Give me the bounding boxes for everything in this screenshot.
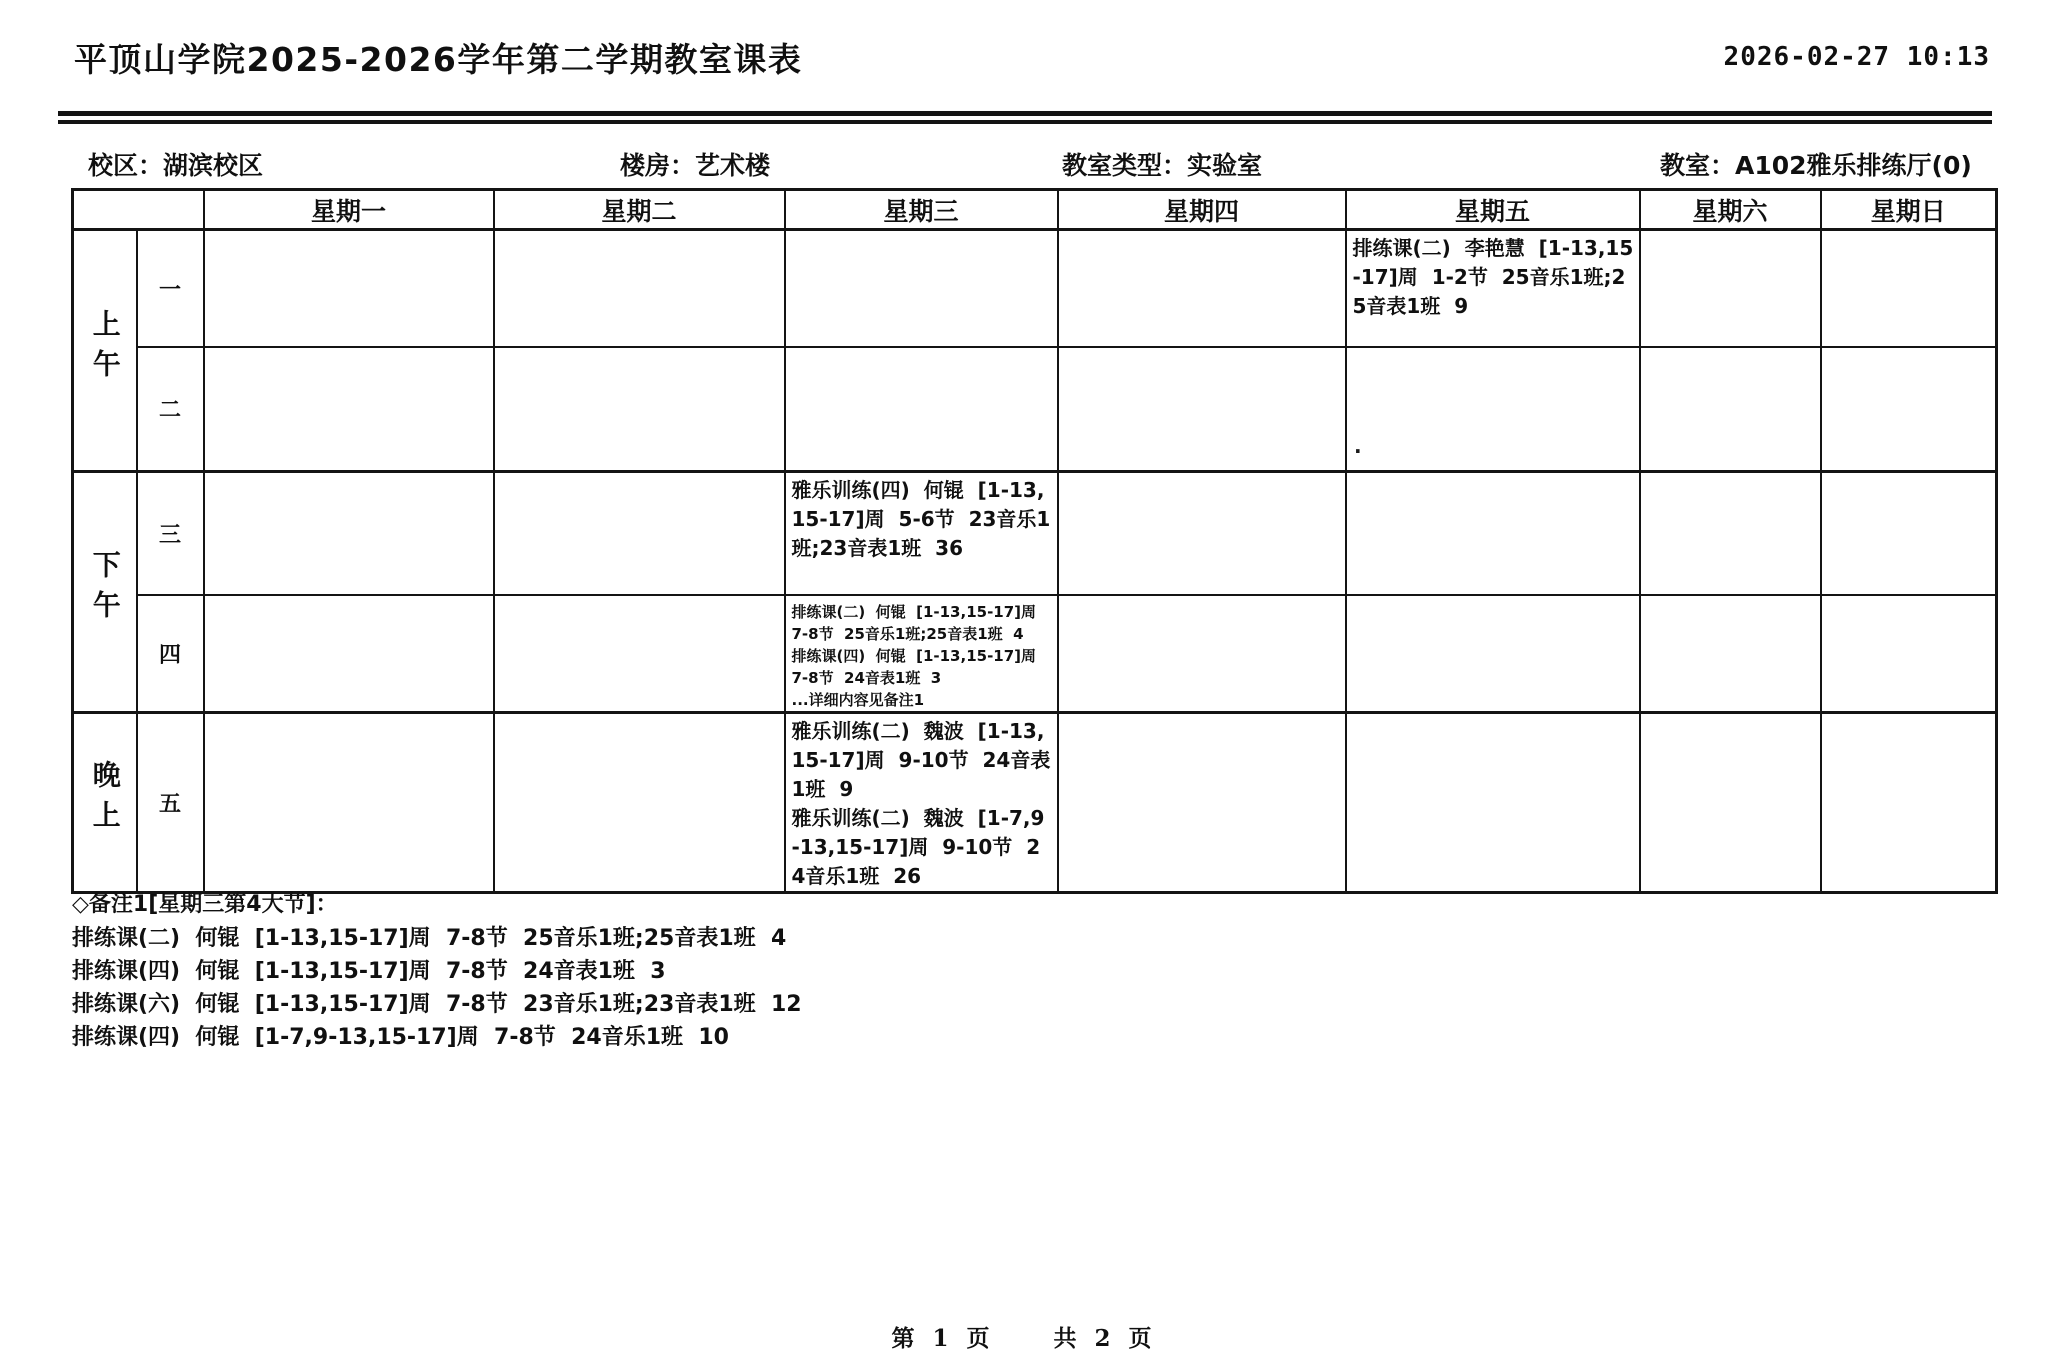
cell-fri-p4 — [1346, 595, 1640, 713]
cell-sat-p5 — [1640, 712, 1821, 892]
title-divider-rule — [58, 111, 1992, 124]
remarks-block — [72, 888, 1272, 1054]
session-label-evening: 晚上 — [73, 712, 137, 892]
period-label-3: 三 — [137, 472, 204, 595]
cell-sun-p5 — [1821, 712, 1997, 892]
course-entry: 雅乐训练(二) 魏波 [1-13,15-17]周 9-10节 24音表1班 9 — [791, 718, 1051, 801]
timetable-row-period2 — [73, 347, 1997, 472]
timetable-row-period5 — [73, 712, 1997, 892]
cell-sat-p3 — [1640, 472, 1821, 595]
cell-wed-p3 — [785, 472, 1058, 595]
remark-line: 排练课(二) 何锟 [1-13,15-17]周 7-8节 25音乐1班;25音表1班 4 — [72, 926, 787, 951]
remark-line: 排练课(四) 何锟 [1-13,15-17]周 7-8节 24音表1班 3 — [72, 959, 666, 984]
print-timestamp: 2026-02-27 10:13 — [1723, 42, 1990, 72]
remark-line: 排练课(六) 何锟 [1-13,15-17]周 7-8节 23音乐1班;23音表1班 12 — [72, 992, 802, 1017]
cell-tue-p4 — [494, 595, 785, 713]
course-entry: 排练课(二) 何锟 [1-13,15-17]周 7-8节 25音乐1班;25音表1班 4 — [791, 602, 1047, 643]
session-label-afternoon: 下午 — [73, 472, 137, 713]
timetable-row-period4 — [73, 595, 1997, 713]
cell-mon-p4 — [204, 595, 494, 713]
cell-wed-p1 — [785, 230, 1058, 347]
cell-wed-p4 — [785, 595, 1058, 713]
cell-mon-p3 — [204, 472, 494, 595]
timetable-header-row — [73, 190, 1997, 230]
cell-mon-p5 — [204, 712, 494, 892]
remark-line: 排练课(四) 何锟 [1-7,9-13,15-17]周 7-8节 24音乐1班 10 — [72, 1025, 729, 1050]
cell-wed-p2 — [785, 347, 1058, 472]
cell-sat-p4 — [1640, 595, 1821, 713]
room-type-label: 教室类型：实验室 — [1062, 151, 1263, 180]
period-label-4: 四 — [137, 595, 204, 713]
cell-mon-p2 — [204, 347, 494, 472]
cell-thu-p3 — [1058, 472, 1346, 595]
cell-fri-p5 — [1346, 712, 1640, 892]
day-header-monday: 星期一 — [204, 190, 494, 230]
cell-tue-p2 — [494, 347, 785, 472]
page-number-footer — [0, 1320, 2048, 1353]
cell-mon-p1 — [204, 230, 494, 347]
campus-label: 校区：湖滨校区 — [88, 151, 264, 180]
remarks-heading: ◇备注1[星期三第4大节]： — [72, 892, 338, 917]
cell-sun-p2 — [1821, 347, 1997, 472]
course-entry: 雅乐训练(二) 魏波 [1-7,9-13,15-17]周 9-10节 24音乐1班 26 — [791, 805, 1045, 888]
scan-artifact-dot: . — [1354, 434, 1362, 458]
cell-thu-p2 — [1058, 347, 1346, 472]
day-header-wednesday: 星期三 — [785, 190, 1058, 230]
cell-sun-p4 — [1821, 595, 1997, 713]
cell-thu-p1 — [1058, 230, 1346, 347]
period-label-5: 五 — [137, 712, 204, 892]
cell-tue-p3 — [494, 472, 785, 595]
cell-fri-p2 — [1346, 347, 1640, 472]
see-note-reference: ...详细内容见备注1 — [791, 690, 925, 709]
day-header-sunday: 星期日 — [1821, 190, 1997, 230]
cell-tue-p1 — [494, 230, 785, 347]
day-header-friday: 星期五 — [1346, 190, 1640, 230]
day-header-saturday: 星期六 — [1640, 190, 1821, 230]
course-entry: 雅乐训练(四) 何锟 [1-13,15-17]周 5-6节 23音乐1班;23音表1班 36 — [791, 478, 1051, 560]
total-pages-label: 共 2 页 — [1053, 1325, 1157, 1352]
timetable — [71, 188, 1998, 894]
course-entry: 排练课(二) 李艳慧 [1-13,15-17]周 1-2节 25音乐1班;25音表1班 9 — [1352, 236, 1634, 318]
page-title: 平顶山学院2025-2026学年第二学期教室课表 — [74, 40, 803, 79]
session-label-morning: 上午 — [73, 230, 137, 472]
timetable-row-period3 — [73, 472, 1997, 595]
current-page-label: 第 1 页 — [891, 1325, 995, 1352]
day-header-tuesday: 星期二 — [494, 190, 785, 230]
building-label: 楼房：艺术楼 — [620, 151, 771, 180]
cell-sun-p3 — [1821, 472, 1997, 595]
period-label-1: 一 — [137, 230, 204, 347]
classroom-info-row — [0, 146, 2048, 180]
cell-thu-p4 — [1058, 595, 1346, 713]
header-corner-cell — [73, 190, 204, 230]
cell-sat-p2 — [1640, 347, 1821, 472]
timetable-row-period1 — [73, 230, 1997, 347]
cell-fri-p1 — [1346, 230, 1640, 347]
cell-wed-p5 — [785, 712, 1058, 892]
day-header-thursday: 星期四 — [1058, 190, 1346, 230]
cell-sun-p1 — [1821, 230, 1997, 347]
course-entry: 排练课(四) 何锟 [1-13,15-17]周 7-8节 24音表1班 3 — [791, 646, 1047, 687]
cell-tue-p5 — [494, 712, 785, 892]
cell-thu-p5 — [1058, 712, 1346, 892]
period-label-2: 二 — [137, 347, 204, 472]
cell-sat-p1 — [1640, 230, 1821, 347]
cell-fri-p3 — [1346, 472, 1640, 595]
room-label: 教室：A102雅乐排练厅(0) — [1660, 151, 1972, 180]
